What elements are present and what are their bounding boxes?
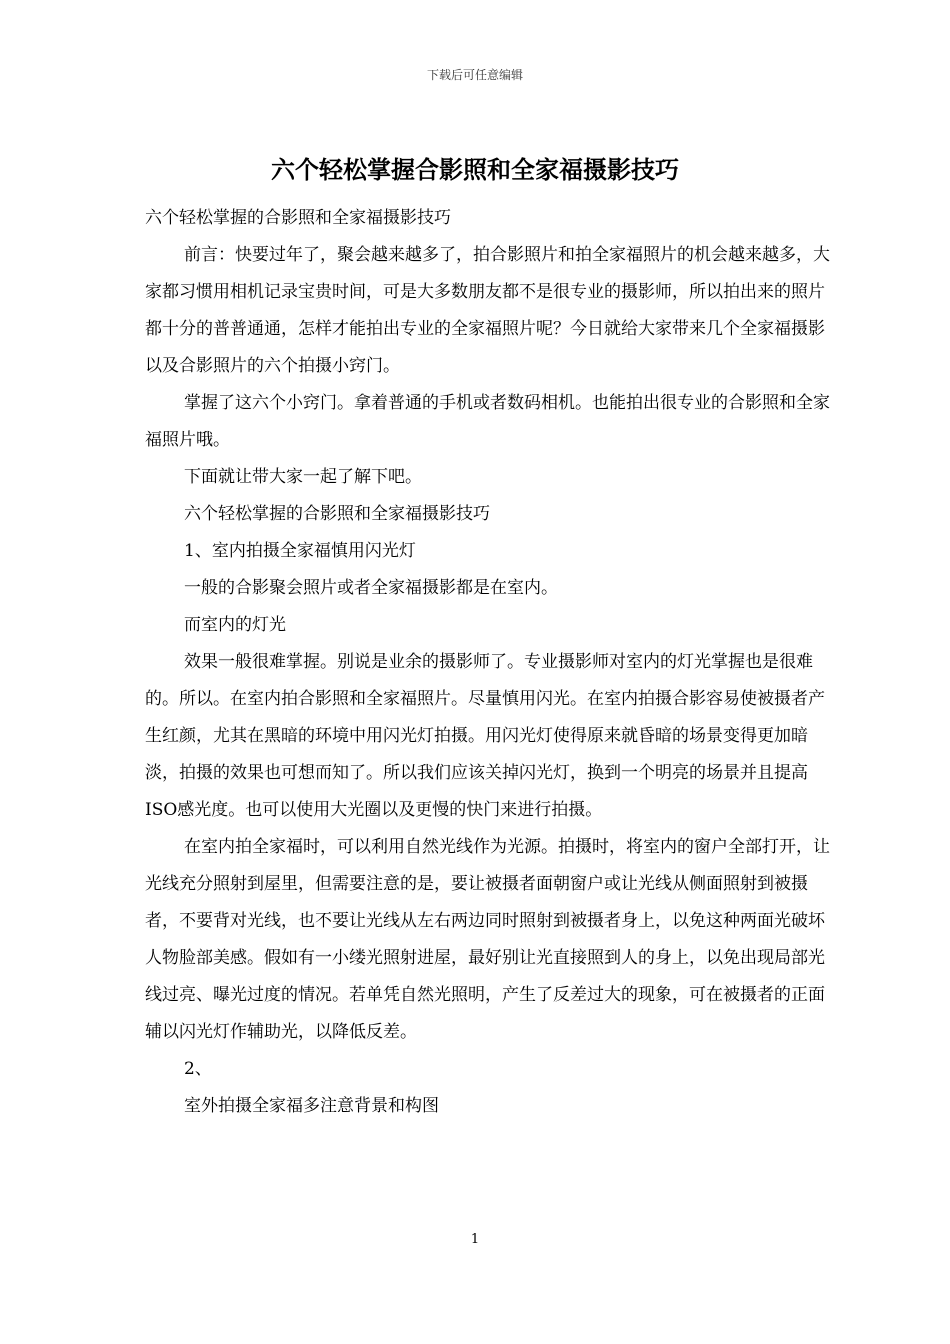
header-note: 下载后可任意编辑 (426, 68, 523, 82)
paragraph: 一般的合影聚会照片或者全家福摄影都是在室内。 (184, 578, 558, 598)
paragraph: 而室内的灯光 (184, 615, 286, 635)
paragraph: 掌握了这六个小窍门。拿着普通的手机或者数码相机。也能拍出很专业的合影照和全家福照片哦。 (145, 393, 830, 450)
paragraph: 前言：快要过年了，聚会越来越多了，拍合影照片和拍全家福照片的机会越来越多，大家都习惯用相机记录宝贵时间，可是大多数朋友都不是很专业的摄影师，所以拍出来的照片都十分的普普通通，怎样才能拍出专业的全家福照片呢？今日就给大家带来几个全家福摄影以及合影照片的六个拍摄小窍门。 (145, 245, 830, 376)
paragraph: 下面就让带大家一起了解下吧。 (184, 467, 422, 487)
paragraph: 六个轻松掌握的合影照和全家福摄影技巧 (184, 504, 490, 524)
paragraph: 在室内拍全家福时，可以利用自然光线作为光源。拍摄时，将室内的窗户全部打开，让光线充分照射到屋里，但需要注意的是，要让被摄者面朝窗户或让光线从侧面照射到被摄者，不要背对光线，也不要让光线从左右两边同时照射到被摄者身上，以免这种两面光破坏人物脸部美感。假如有一小缕光照射进屋，最好别让光直接照到人的身上，以免出现局部光线过亮、曝光过度的情况。若单凭自然光照明，产生了反差过大的现象，可在被摄者的正面辅以闪光灯作辅助光，以降低反差。 (145, 837, 830, 1042)
document-title: 六个轻松掌握合影照和全家福摄影技巧 (271, 155, 679, 184)
page-number: 1 (470, 1232, 480, 1247)
paragraph: 1、室内拍摄全家福慎用闪光灯 (184, 541, 416, 561)
paragraph: 室外拍摄全家福多注意背景和构图 (184, 1096, 439, 1116)
document-body (145, 200, 835, 1125)
paragraph: 2、 (184, 1059, 212, 1079)
paragraph: 六个轻松掌握的合影照和全家福摄影技巧 (145, 208, 451, 228)
paragraph: 效果一般很难掌握。别说是业余的摄影师了。专业摄影师对室内的灯光掌握也是很难的。所以。在室内拍合影照和全家福照片。尽量慎用闪光。在室内拍摄合影容易使被摄者产生红颜，尤其在黑暗的环境中用闪光灯拍摄。用闪光灯使得原来就昏暗的场景变得更加暗淡，拍摄的效果也可想而知了。所以我们应该关掉闪光灯，换到一个明亮的场景并且提高ISO感光度。也可以使用大光圈以及更慢的快门来进行拍摄。 (145, 652, 825, 820)
